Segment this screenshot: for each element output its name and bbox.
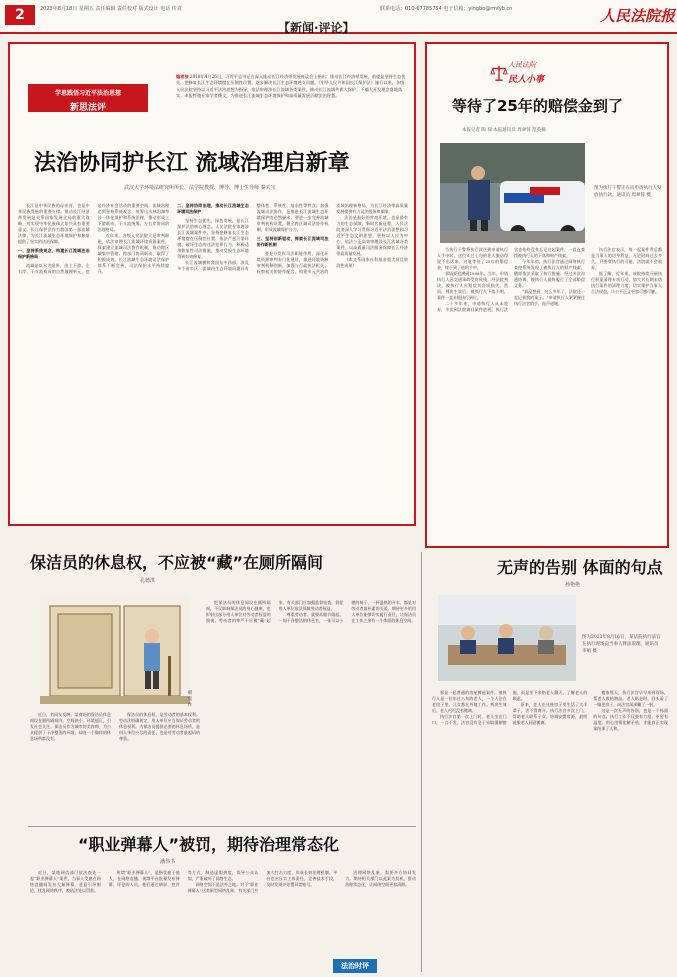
right-para: 今年年初，执行法官通过网络执行查控系统发现了被执行人的财产线索，随即依法采取了执行措施。经过多次沟通协调，被执行人最终履行了全部赔偿义务。 — [514, 259, 585, 288]
article2-author: 孔德淇 — [140, 578, 156, 584]
right-para: 事情要追溯到1998年。当年，申请执行人因交通事故受伤致残，经法院判决，被执行人应赔偿其各项损失。然而，判决生效后，被执行人下落不明，案件一直未能执行到位。 — [437, 271, 508, 300]
right-article-title: 等待了25年的赔偿金到了 — [452, 97, 623, 115]
right-photo-caption: 图为执行干警正在向申请执行人发放执行款。通讯员 周翠蓉 摄 — [594, 186, 662, 198]
article4-para: 执行法官第一次上门时，老人坐在门口，一言不发。法官没有急于采取强制措施，而是坐下来陪老人聊天，了解老人的顾虑。 — [432, 690, 588, 725]
right-article-byline: 本报记者 陶 琛 本报通讯员 周翠蓉 范英棉 — [462, 128, 546, 133]
right-para: “真没想到，这么多年了，法院还一直记着我的案子。”申请执行人紧紧握住执行法官的手，连声道谢。 — [514, 289, 585, 306]
news-photo — [440, 143, 585, 243]
article3-para: 近日，某地网信部门依法查处一起“职业弹幕人”案件，当事人受雇在网络直播间发布大量弹幕，恶意引导舆论、扰乱网络秩序，被依法处以罚款。 — [30, 870, 101, 893]
column-logo — [484, 60, 560, 90]
divider — [421, 552, 422, 972]
lead-article-body — [18, 203, 408, 521]
editor-note-text: 2018年4月26日，习近平总书记在深入推动长江经济带发展座谈会上指出：推动长江经济带发展，前提是坚持生态优先，把修复长江生态环境摆在压倒性位置，逐步解决长江生态环境透支问题。《中华人民共和国长江保护法》施行以来，各级人民法院坚持以习近平法治思想为指导，依法审理涉长江流域各类案件，推动长江流域共抓大保护、不搞大开发理念落地落实。本报特邀专家学者撰文，为推进长江流域生态环境保护和高质量发展贡献法治智慧。 — [176, 74, 406, 99]
page-header — [0, 0, 677, 34]
column-tag-big: 新思法评 — [69, 103, 106, 113]
article4-para: 这是一次无声的告别，也是一个体面的句点。执行工作不仅要有力度，更要有温度。用心用情化解矛盾，才能真正实现案结事了人和。 — [593, 708, 668, 731]
article4-para: 原来，老人在这座房子里生活了大半辈子，舍不得离开。执行法官多次上门，帮助老人联系子女，协调安置房源，最终说服老人同意搬离。 — [512, 702, 588, 725]
right-para: 二十多年来，申请执行人从未放弃，多次到法院询问案件进展。执行法官也始终没有忘记这起案件，一直在查找被执行人的下落和财产线索。 — [437, 247, 585, 312]
lead-subheading: 二、坚持协同治理，推动长江流域生态环境司法保护 — [177, 203, 249, 214]
article3-para: 治理网络乱象，需要多方协同发力。期待相关部门以此案为契机，推动治理常态化，让网络空间更加清朗。 — [345, 870, 416, 887]
header-info-right: 联系电话：010-67785754 电子信箱：yingbo@rmfyb.cn — [380, 6, 513, 12]
column-logo-line1: 人民法院 — [508, 61, 536, 69]
article4-photo-caption: 图为2023年8月16日，某法院执行法官在执行现场向当事人释法说理。通讯员 李娟 摄 — [582, 635, 661, 654]
article4-author: 孙艳艳 — [565, 582, 581, 588]
column-logo-line2: 民人小事 — [508, 75, 545, 85]
lead-subheading: 三、坚持创新驱动，探索长江流域司法协作新机制 — [256, 236, 329, 247]
article2-para: 把保洁员的休息间设在厕所隔间，不仅影响保洁员的身心健康，也折射出部分用人单位对劳动者权益的漠视。劳动者的尊严不应被“藏”起来，有关部门应加强监督检查，督促用人单位依法保障劳动者权益。 — [206, 600, 344, 623]
right-article-body — [437, 247, 662, 543]
article3-para: 所谓“职业弹幕人”，是指受雇于他人，在网络直播、视频平台批量发布弹幕、评论的人员。他们通过刷屏、控评等方式，制造虚假热度，误导公众认知，严重破坏了网络生态。 — [108, 870, 259, 887]
lead-article-title: 法治协同护长江 流域治理启新章 — [34, 151, 350, 176]
masthead: 人民法院报 — [600, 7, 676, 25]
illustration-credit: 朝 宛 作 — [187, 690, 192, 707]
section-label: 【新闻·评论】 — [278, 21, 355, 35]
article3-para: 网络空间不是法外之地。对于“职业弹幕人”这类新型网络乱象，有关部门应加大打击力度，形成长效治理机制。平台也应压实主体责任，完善技术手段，及时发现并处置异常账号。 — [187, 870, 338, 893]
column-tag — [28, 84, 148, 112]
article2-para: 保洁员的休息权，是劳动者的基本权利。劳动法明确规定，用人单位应当保证劳动者的休息权利。为保洁员提供必要的休息场所，是用人单位应尽的责任，也是对劳动者最起码的尊重。 — [119, 712, 200, 741]
lead-para: 长江是中华民族的母亲河，也是中华民族发展的重要支撑。推动长江经济带发展是关系国家发展全局的重大战略，对实现中华民族伟大复兴具有重要意义。长江保护法作为我国第一部流域法律，为长江流域生态环境保护和修复提供了坚实的法治保障。 — [18, 203, 90, 244]
lead-para: 流域是以水为纽带，由上下游、左右岸、干支流构成的自然地理单元，也是经济社会活动的重要空间。流域治理必须坚持系统观念，统筹山水林田湖草沙一体化保护和系统治理，推动形成上下游联动、干支流统筹、左右岸协同的治理格局。 — [18, 203, 170, 274]
article2-body-continued — [206, 600, 416, 826]
lead-para: 长江流域横跨我国东中西部，涉及多个省市区，流域内生态环境问题具有整体性、系统性、复杂性等特点。加强流域司法协作，是推进长江流域生态环境保护的必然要求。要进一步完善流域审判机构设置，健全跨区域司法协作机制，形成流域保护合力。 — [177, 203, 329, 271]
column-tag-small: 学思践悟习近平法治思想 — [54, 90, 121, 97]
article3-body — [30, 870, 416, 972]
article2-para: 尊重劳动者，就要从细节做起。一间干净整洁的休息室，一张可以小憩的椅子，一杯温热的开水，都是对劳动者最朴素的关爱。期待更多的用人单位能够切实履行责任，让保洁员在工作之余有一个体面的休息空间。 — [278, 600, 416, 623]
page-number: 2 — [5, 5, 35, 25]
article4-para: 搬家那天，执行法官早早来到现场，帮老人收拾物品。老人临走时，回头看了一眼老房子，向法官深深鞠了一躬。 — [593, 690, 668, 707]
article2-title: 保洁员的休息权，不应被“藏”在厕所隔间 — [30, 553, 324, 572]
lead-para: 法治是最好的营商环境，也是最有力的生态保障。新时代新征程，人民法院要深入学习贯彻习近平法治思想和习近平生态文明思想，坚持以人民为中心，依法公正高效审理涉长江流域各类案件，以高质量司法服务保障长江经济带高质量发展。 — [336, 215, 408, 256]
article4-para: 那是一起普通的房屋腾退案件。被执行人是一位年过八旬的老人，一个人住在老房子里，儿女都在外地工作。判决生效后，老人迟迟没有搬离。 — [432, 690, 507, 713]
column-tag-fazhi: 法治时评 — [333, 959, 377, 973]
right-para: 当执行干警将执行款送到申请执行人手中时，这位年过七旬的老人激动得说不出话来。这笔等待了25年的赔偿金，终于到了他的手中。 — [437, 247, 508, 270]
article2-para: 近日，有网友反映，某商场的保洁员休息间设在厕所隔间内，空间狭小、环境逼仄，引发社会关注。保洁员作为城市的美容师，为公众提供了干净整洁的环境，却连一个像样的休息场所都没有。 — [30, 712, 111, 741]
right-para: 执行法官表示，每一起案件背后都是当事人的切身利益，无论时间过去多久，只要有执行的可能，法院就不会放弃。 — [591, 247, 662, 270]
article4-title: 无声的告别 体面的句点 — [497, 558, 663, 577]
lead-subheading: 一、坚持系统观念，构建长江流域法治保护新格局 — [18, 248, 90, 259]
article3-title: “职业弹幕人”被罚，期待治理常态化 — [78, 835, 340, 854]
editor-note — [176, 74, 406, 100]
lead-para: （本文系国家社科基金重大项目阶段性成果） — [336, 257, 408, 268]
article2-body — [30, 712, 200, 824]
lead-para: 近年来，各级人民法院立足审判职能，依法审理长江流域环境资源案件，探索建立流域司法协作机制，推动跨区域集中管辖、跨部门协同联动，取得了积极成效。长江流域生态环境司法保护体系不断完善，司法保护水平持续提升。 — [97, 233, 170, 274]
lead-para: 坚持生态优先、绿色发展，是长江保护法的核心理念。人民法院在审理涉长江流域案件中，坚持把修复长江生态环境摆在压倒性位置，依法严惩污染环境、破坏生态的违法犯罪行为，积极适用恢复性司法措施，推动受损生态环境得到有效修复。 — [177, 218, 249, 259]
article4-body — [432, 690, 668, 972]
article3-author: 潘伟书 — [160, 859, 176, 865]
header-info-left: 2023年8月18日 星期五 责任编辑 责任校对 版式设计 电话 传真 — [40, 6, 182, 12]
editor-note-label: 编者按 — [176, 74, 189, 79]
right-para: 据了解，近年来，该院持续开展执行积案清理专项行动，加大对长期未结执行案件的清理力度，切实维护当事人合法权益，让公平正义更加可感可触。 — [591, 271, 662, 294]
lead-para: 要充分发挥司法职能作用，深化环境资源审判专门化建设，推进环境资源审判机制创新，加强与行政执法机关、检察机关的协作配合，构建多元共治的流域治理新格局，为长江经济带高质量发展提供有力司法服务和保障。 — [256, 203, 408, 274]
lead-article-byline: 武汉大学环境法研究所所长、法学院教授、博导、博士生导师 秦天宝 — [124, 185, 276, 191]
news-photo — [438, 595, 576, 681]
divider — [28, 826, 416, 827]
